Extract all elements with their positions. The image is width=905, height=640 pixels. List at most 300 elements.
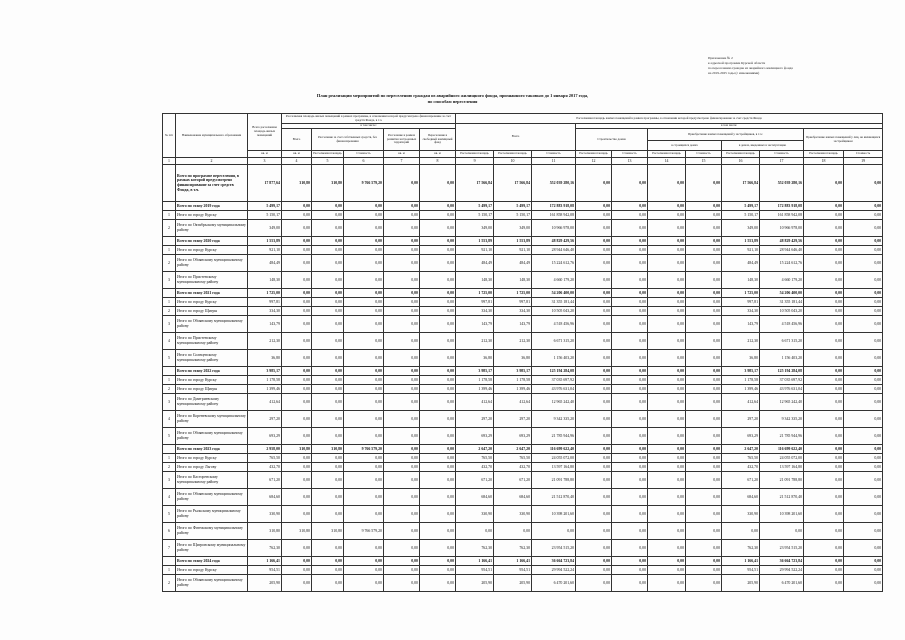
cell-value: 0,00 bbox=[312, 454, 344, 463]
cell-value: 172 883 918,08 bbox=[760, 202, 804, 211]
table-row bbox=[163, 307, 883, 316]
cell-value: 0,00 bbox=[612, 333, 648, 350]
cell-value: 0,00 bbox=[344, 298, 384, 307]
header-constr: Строительство домов bbox=[576, 129, 648, 151]
cell-value: 12 965 242,40 bbox=[532, 394, 576, 411]
cell-value: 6 671 315,20 bbox=[532, 333, 576, 350]
row-municipality-name: Итого по Октябрьскому муниципальному району bbox=[176, 220, 248, 237]
cell-value: 0,00 bbox=[344, 367, 384, 376]
cell-value: 205,90 bbox=[494, 575, 532, 592]
row-number: 3 bbox=[163, 316, 176, 333]
cell-value: 23 954 515,20 bbox=[760, 540, 804, 557]
attachment-note bbox=[708, 56, 878, 76]
cell-value: 0,00 bbox=[686, 220, 722, 237]
cell-value: 0,00 bbox=[384, 211, 420, 220]
cell-value: 205,90 bbox=[722, 575, 760, 592]
cell-value: 0,00 bbox=[576, 246, 612, 255]
cell-value: 0,00 bbox=[612, 575, 648, 592]
cell-value: 0,00 bbox=[686, 237, 722, 246]
cell-value: 0,00 bbox=[282, 246, 312, 255]
cell-value: 0,00 bbox=[312, 202, 344, 211]
cell-value: 0,00 bbox=[612, 289, 648, 298]
cell-value: 0,00 bbox=[344, 316, 384, 333]
row-municipality-name: Итого по Рыльскому муниципальному району bbox=[176, 506, 248, 523]
cell-value: 0,00 bbox=[844, 566, 883, 575]
header-cost: Стоимость bbox=[532, 151, 576, 158]
column-number: 4 bbox=[282, 158, 312, 165]
cell-value: 484,49 bbox=[456, 255, 494, 272]
cell-value: 0,00 bbox=[804, 445, 844, 454]
cell-value: 0,00 bbox=[648, 566, 686, 575]
cell-value: 954,51 bbox=[248, 566, 282, 575]
cell-value: 0,00 bbox=[576, 202, 612, 211]
cell-value: 0,00 bbox=[612, 557, 648, 566]
cell-value: 0,00 bbox=[804, 394, 844, 411]
cell-value: 0,00 bbox=[844, 246, 883, 255]
cell-value: 6 470 201,60 bbox=[532, 575, 576, 592]
table-row bbox=[163, 272, 883, 289]
cell-value: 5 499,17 bbox=[248, 202, 282, 211]
cell-value: 0,00 bbox=[804, 350, 844, 367]
cell-value: 0,00 bbox=[844, 506, 883, 523]
cell-value: 0,00 bbox=[648, 428, 686, 445]
row-number: 3 bbox=[163, 272, 176, 289]
cell-value: 0,00 bbox=[686, 411, 722, 428]
cell-value: 0,00 bbox=[612, 566, 648, 575]
cell-value: 0,00 bbox=[384, 463, 420, 472]
cell-value: 0,00 bbox=[312, 463, 344, 472]
cell-value: 0,00 bbox=[804, 472, 844, 489]
cell-value: 921,10 bbox=[722, 246, 760, 255]
cell-value: 0,00 bbox=[648, 246, 686, 255]
cell-value: 37 035 697,92 bbox=[532, 376, 576, 385]
attachment-line: Приложение № 2 bbox=[708, 56, 733, 60]
cell-value: 143,79 bbox=[722, 316, 760, 333]
cell-value: 0,00 bbox=[344, 307, 384, 316]
cell-value: 0,00 bbox=[384, 523, 420, 540]
column-number: 3 bbox=[248, 158, 282, 165]
row-number: 2 bbox=[163, 255, 176, 272]
cell-value: 0,00 bbox=[282, 316, 312, 333]
row-municipality-name: Итого по городу Курску bbox=[176, 246, 248, 255]
header-unit: кв. м bbox=[384, 151, 420, 158]
cell-value: 0,00 bbox=[844, 472, 883, 489]
header-purchase-built: в строящихся домах bbox=[648, 141, 722, 151]
cell-value: 36,80 bbox=[456, 350, 494, 367]
cell-value: 0,00 bbox=[844, 557, 883, 566]
cell-value: 0,00 bbox=[384, 316, 420, 333]
cell-value: 0,00 bbox=[804, 211, 844, 220]
cell-value: 0,00 bbox=[420, 472, 456, 489]
cell-value: 0,00 bbox=[384, 246, 420, 255]
row-municipality-name: Всего по этапу 2024 года bbox=[176, 557, 248, 566]
cell-value: 0,00 bbox=[686, 202, 722, 211]
cell-value: 10 398 201,60 bbox=[532, 506, 576, 523]
row-municipality-name: Итого по городу Курску bbox=[176, 376, 248, 385]
cell-value: 13 597 164,80 bbox=[532, 463, 576, 472]
cell-value: 0,00 bbox=[420, 165, 456, 202]
cell-value: 0,00 bbox=[576, 376, 612, 385]
cell-value: 310,80 bbox=[312, 523, 344, 540]
cell-value: 349,00 bbox=[456, 220, 494, 237]
cell-value: 762,30 bbox=[494, 540, 532, 557]
cell-value: 0,00 bbox=[648, 523, 686, 540]
row-municipality-name: Итого по Кореневскому муниципальному району bbox=[176, 411, 248, 428]
cell-value: 0,00 bbox=[648, 489, 686, 506]
header-group-b: Расселяемая площадь жилых помещений в рамках программы, в отношении которой предусмотрено финансирование за счет средств Фонда bbox=[456, 114, 883, 124]
cell-value: 0,00 bbox=[282, 394, 312, 411]
cell-value: 0,00 bbox=[804, 298, 844, 307]
cell-value: 0,00 bbox=[282, 489, 312, 506]
row-municipality-name: Итого по Пристенскому муниципальному району bbox=[176, 333, 248, 350]
cell-value: 310,80 bbox=[282, 165, 312, 202]
cell-value: 0,00 bbox=[576, 165, 612, 202]
cell-value: 0,00 bbox=[804, 333, 844, 350]
cell-value: 1 725,00 bbox=[456, 289, 494, 298]
header-area: Расселяемая площадь bbox=[804, 151, 844, 158]
cell-value: 0,00 bbox=[282, 350, 312, 367]
cell-value: 5 499,17 bbox=[494, 202, 532, 211]
cell-value: 762,30 bbox=[248, 540, 282, 557]
table-row bbox=[163, 472, 883, 489]
cell-value: 0,00 bbox=[344, 463, 384, 472]
cell-value: 0,00 bbox=[686, 428, 722, 445]
cell-value: 0,00 bbox=[612, 255, 648, 272]
table-row bbox=[163, 411, 883, 428]
header-cost: Стоимость bbox=[760, 151, 804, 158]
cell-value: 0,00 bbox=[576, 333, 612, 350]
cell-value: 0,00 bbox=[576, 298, 612, 307]
cell-value: 4 518 456,96 bbox=[532, 316, 576, 333]
cell-value: 0,00 bbox=[384, 202, 420, 211]
cell-value: 0,00 bbox=[648, 540, 686, 557]
cell-value: 0,00 bbox=[420, 272, 456, 289]
cell-value: 48 829 429,56 bbox=[532, 237, 576, 246]
table-row bbox=[163, 445, 883, 454]
column-number: 16 bbox=[722, 158, 760, 165]
table-row bbox=[163, 165, 883, 202]
cell-value: 43 976 631,04 bbox=[532, 385, 576, 394]
column-number: 15 bbox=[686, 158, 722, 165]
row-number: 1 bbox=[163, 211, 176, 220]
cell-value: 148,30 bbox=[248, 272, 282, 289]
cell-value: 349,00 bbox=[722, 220, 760, 237]
cell-value: 0,00 bbox=[844, 289, 883, 298]
cell-value: 0,00 bbox=[420, 316, 456, 333]
cell-value: 31 355 181,44 bbox=[760, 298, 804, 307]
cell-value: 0,00 bbox=[282, 272, 312, 289]
cell-value: 0,00 bbox=[804, 463, 844, 472]
cell-value: 0,00 bbox=[576, 272, 612, 289]
row-municipality-name: Итого по городу Щигры bbox=[176, 307, 248, 316]
cell-value: 0,00 bbox=[648, 289, 686, 298]
cell-value: 6 470 201,60 bbox=[760, 575, 804, 592]
cell-value: 0,00 bbox=[420, 376, 456, 385]
cell-value: 0,00 bbox=[420, 523, 456, 540]
cell-value: 10 398 201,60 bbox=[760, 506, 804, 523]
cell-value: 0,00 bbox=[312, 246, 344, 255]
cell-value: 0,00 bbox=[804, 411, 844, 428]
cell-value: 330,90 bbox=[248, 506, 282, 523]
cell-value: 0,00 bbox=[576, 540, 612, 557]
table-row bbox=[163, 506, 883, 523]
cell-value: 0,00 bbox=[282, 289, 312, 298]
cell-value: 0,00 bbox=[686, 385, 722, 394]
cell-value: 412,64 bbox=[494, 394, 532, 411]
cell-value: 1 399,46 bbox=[494, 385, 532, 394]
cell-value: 1 156 403,20 bbox=[532, 350, 576, 367]
row-number bbox=[163, 445, 176, 454]
cell-value: 0,00 bbox=[686, 376, 722, 385]
cell-value: 671,20 bbox=[494, 472, 532, 489]
table-row bbox=[163, 237, 883, 246]
cell-value: 0,00 bbox=[648, 165, 686, 202]
cell-value: 0,00 bbox=[312, 272, 344, 289]
cell-value: 1 399,46 bbox=[722, 385, 760, 394]
cell-value: 412,64 bbox=[248, 394, 282, 411]
cell-value: 0,00 bbox=[312, 367, 344, 376]
cell-value: 765,50 bbox=[494, 454, 532, 463]
column-number: 5 bbox=[312, 158, 344, 165]
row-number: 5 bbox=[163, 506, 176, 523]
header-unit: кв. м bbox=[420, 151, 456, 158]
table-row bbox=[163, 298, 883, 307]
cell-value: 762,30 bbox=[722, 540, 760, 557]
table-row bbox=[163, 454, 883, 463]
cell-value: 0,00 bbox=[312, 376, 344, 385]
cell-value: 36,80 bbox=[248, 350, 282, 367]
row-number bbox=[163, 202, 176, 211]
cell-value: 297,20 bbox=[456, 411, 494, 428]
header-total: Всего bbox=[282, 129, 312, 151]
cell-value: 0,00 bbox=[312, 540, 344, 557]
cell-value: 0,00 bbox=[648, 575, 686, 592]
table-row bbox=[163, 523, 883, 540]
cell-value: 143,79 bbox=[494, 316, 532, 333]
cell-value: 36 664 723,84 bbox=[532, 557, 576, 566]
cell-value: 2 647,20 bbox=[494, 445, 532, 454]
cell-value: 0,00 bbox=[648, 202, 686, 211]
cell-value: 684,60 bbox=[248, 489, 282, 506]
header-cost: Стоимость bbox=[344, 151, 384, 158]
cell-value: 0,00 bbox=[686, 272, 722, 289]
cell-value: 0,00 bbox=[648, 255, 686, 272]
cell-value: 24 055 072,00 bbox=[532, 454, 576, 463]
table-row bbox=[163, 367, 883, 376]
cell-value: 0,00 bbox=[612, 463, 648, 472]
cell-value: 0,00 bbox=[804, 237, 844, 246]
cell-value: 21 512 870,40 bbox=[532, 489, 576, 506]
table-row bbox=[163, 489, 883, 506]
cell-value: 0,00 bbox=[420, 237, 456, 246]
cell-value: 0,00 bbox=[576, 566, 612, 575]
cell-value: 0,00 bbox=[804, 246, 844, 255]
cell-value: 0,00 bbox=[612, 472, 648, 489]
header-total2: Всего bbox=[456, 124, 576, 151]
cell-value: 0,00 bbox=[420, 385, 456, 394]
cell-value: 684,60 bbox=[494, 489, 532, 506]
cell-value: 4 660 179,20 bbox=[760, 272, 804, 289]
cell-value: 0,00 bbox=[420, 289, 456, 298]
cell-value: 0,00 bbox=[576, 428, 612, 445]
cell-value: 28 944 646,40 bbox=[760, 246, 804, 255]
cell-value: 9 342 335,20 bbox=[532, 411, 576, 428]
cell-value: 0,00 bbox=[344, 472, 384, 489]
cell-value: 0,00 bbox=[312, 428, 344, 445]
cell-value: 349,00 bbox=[494, 220, 532, 237]
cell-value: 9 766 579,20 bbox=[344, 523, 384, 540]
table-row bbox=[163, 246, 883, 255]
cell-value: 552 039 280,16 bbox=[532, 165, 576, 202]
cell-value: 0,00 bbox=[844, 385, 883, 394]
cell-value: 0,00 bbox=[312, 575, 344, 592]
cell-value: 432,70 bbox=[456, 463, 494, 472]
cell-value: 0,00 bbox=[344, 211, 384, 220]
cell-value: 310,80 bbox=[282, 445, 312, 454]
cell-value: 0,00 bbox=[576, 350, 612, 367]
cell-value: 148,30 bbox=[494, 272, 532, 289]
cell-value: 330,90 bbox=[722, 506, 760, 523]
cell-value: 0,00 bbox=[804, 557, 844, 566]
relocation-plan-table bbox=[162, 113, 883, 592]
row-municipality-name: Итого по Солнцевскому муниципальному району bbox=[176, 350, 248, 367]
cell-value: 21 091 788,80 bbox=[760, 472, 804, 489]
cell-value: 212,30 bbox=[248, 333, 282, 350]
table-row bbox=[163, 255, 883, 272]
column-number: 7 bbox=[384, 158, 420, 165]
cell-value: 0,00 bbox=[612, 237, 648, 246]
row-number: 2 bbox=[163, 463, 176, 472]
row-number: 5 bbox=[163, 428, 176, 445]
cell-value: 0,00 bbox=[612, 445, 648, 454]
cell-value: 29 994 522,24 bbox=[532, 566, 576, 575]
cell-value: 0,00 bbox=[344, 489, 384, 506]
cell-value: 921,10 bbox=[494, 246, 532, 255]
cell-value: 954,51 bbox=[494, 566, 532, 575]
row-municipality-name: Итого по Обоянскому муниципальному району bbox=[176, 489, 248, 506]
cell-value: 0,00 bbox=[312, 394, 344, 411]
cell-value: 0,00 bbox=[420, 428, 456, 445]
cell-value: 0,00 bbox=[576, 454, 612, 463]
table-row bbox=[163, 202, 883, 211]
cell-value: 0,00 bbox=[648, 454, 686, 463]
cell-value: 37 035 697,92 bbox=[760, 376, 804, 385]
cell-value: 0,00 bbox=[384, 557, 420, 566]
cell-value: 0,00 bbox=[384, 445, 420, 454]
cell-value: 762,30 bbox=[456, 540, 494, 557]
row-number: 2 bbox=[163, 220, 176, 237]
cell-value: 0,00 bbox=[576, 385, 612, 394]
header-area: Расселяемая площадь bbox=[576, 151, 612, 158]
cell-value: 0,00 bbox=[844, 575, 883, 592]
cell-value: 0,00 bbox=[282, 575, 312, 592]
row-municipality-name: Итого по городу Льгову bbox=[176, 463, 248, 472]
cell-value: 0,00 bbox=[612, 454, 648, 463]
cell-value: 0,00 bbox=[612, 428, 648, 445]
cell-value: 10 505 043,20 bbox=[532, 307, 576, 316]
cell-value: 0,00 bbox=[612, 211, 648, 220]
row-number: 4 bbox=[163, 333, 176, 350]
column-number: 19 bbox=[844, 158, 883, 165]
table-row bbox=[163, 316, 883, 333]
cell-value: 0,00 bbox=[576, 220, 612, 237]
cell-value: 4 660 179,20 bbox=[532, 272, 576, 289]
cell-value: 0,00 bbox=[344, 220, 384, 237]
header-devel-sites: Расселение в рамках развития застроенных территорий bbox=[384, 129, 420, 151]
cell-value: 671,20 bbox=[456, 472, 494, 489]
column-number: 9 bbox=[456, 158, 494, 165]
header-buy-others: Приобретение жилых помещений у лиц, не являющихся застройщиком bbox=[804, 129, 883, 151]
cell-value: 205,90 bbox=[248, 575, 282, 592]
cell-value: 17 566,84 bbox=[456, 165, 494, 202]
cell-value: 9 342 335,20 bbox=[760, 411, 804, 428]
row-number: 2 bbox=[163, 385, 176, 394]
cell-value: 143,79 bbox=[248, 316, 282, 333]
attachment-line: по переселению граждан из аварийного жилищного фонда bbox=[708, 66, 793, 70]
cell-value: 671,20 bbox=[722, 472, 760, 489]
row-municipality-name: Всего по программе переселения, в рамках которой предусмотрено финансирование за счет средств Фонда, в т.ч. bbox=[176, 165, 248, 202]
cell-value: 0,00 bbox=[282, 255, 312, 272]
cell-value: 0,00 bbox=[686, 575, 722, 592]
cell-value: 1 553,89 bbox=[456, 237, 494, 246]
cell-value: 765,50 bbox=[722, 454, 760, 463]
cell-value: 921,10 bbox=[456, 246, 494, 255]
cell-value: 0,00 bbox=[420, 506, 456, 523]
cell-value: 0,00 bbox=[282, 428, 312, 445]
cell-value: 693,29 bbox=[494, 428, 532, 445]
cell-value: 0,00 bbox=[648, 506, 686, 523]
row-municipality-name: Итого по городу Курску bbox=[176, 566, 248, 575]
cell-value: 2 647,20 bbox=[456, 445, 494, 454]
cell-value: 0,00 bbox=[844, 202, 883, 211]
cell-value: 334,30 bbox=[494, 307, 532, 316]
cell-value: 0,00 bbox=[686, 394, 722, 411]
cell-value: 31 355 181,44 bbox=[532, 298, 576, 307]
cell-value: 0,00 bbox=[384, 333, 420, 350]
cell-value: 0,00 bbox=[420, 411, 456, 428]
cell-value: 0,00 bbox=[344, 454, 384, 463]
row-number: 3 bbox=[163, 472, 176, 489]
cell-value: 17 566,84 bbox=[494, 165, 532, 202]
cell-value: 0,00 bbox=[282, 298, 312, 307]
cell-value: 297,20 bbox=[494, 411, 532, 428]
cell-value: 0,00 bbox=[420, 540, 456, 557]
cell-value: 921,10 bbox=[248, 246, 282, 255]
cell-value: 0,00 bbox=[576, 445, 612, 454]
table-row bbox=[163, 566, 883, 575]
cell-value: 0,00 bbox=[420, 333, 456, 350]
cell-value: 0,00 bbox=[344, 350, 384, 367]
cell-value: 5 499,17 bbox=[456, 202, 494, 211]
cell-value: 310,80 bbox=[248, 523, 282, 540]
cell-value: 997,81 bbox=[722, 298, 760, 307]
cell-value: 13 597 164,80 bbox=[760, 463, 804, 472]
table-row bbox=[163, 289, 883, 298]
cell-value: 954,51 bbox=[722, 566, 760, 575]
table-row bbox=[163, 575, 883, 592]
cell-value: 0,00 bbox=[384, 566, 420, 575]
cell-value: 0,00 bbox=[312, 506, 344, 523]
column-number: 6 bbox=[344, 158, 384, 165]
cell-value: 0,00 bbox=[282, 411, 312, 428]
row-number: 2 bbox=[163, 575, 176, 592]
cell-value: 0,00 bbox=[612, 316, 648, 333]
cell-value: 0,00 bbox=[576, 557, 612, 566]
cell-value: 0,00 bbox=[384, 575, 420, 592]
cell-value: 0,00 bbox=[344, 411, 384, 428]
cell-value: 0,00 bbox=[344, 575, 384, 592]
cell-value: 0,00 bbox=[612, 367, 648, 376]
